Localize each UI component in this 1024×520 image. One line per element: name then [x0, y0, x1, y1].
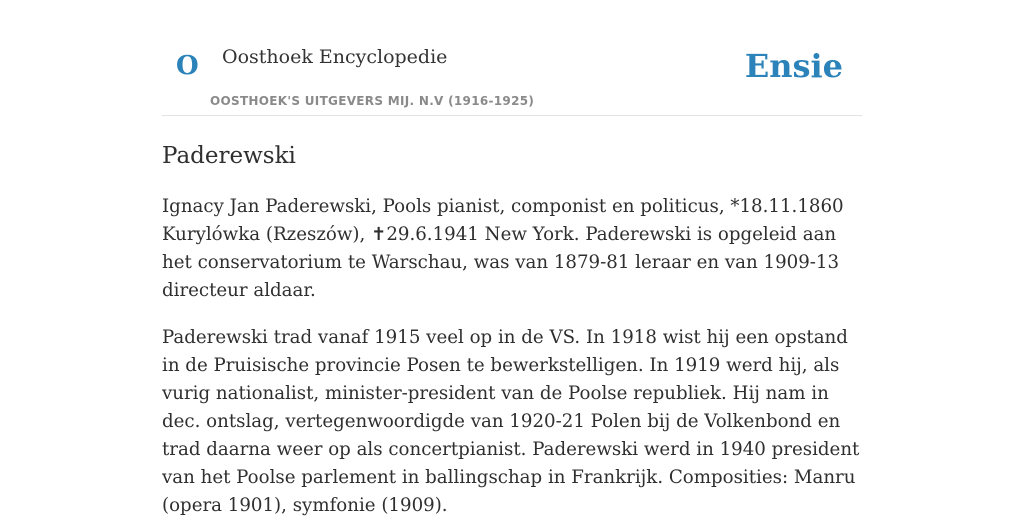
page-title: Paderewski [162, 143, 296, 169]
article-paragraph-1: Ignacy Jan Paderewski, Pools pianist, componist en politicus, *18.11.1860 Kurylówka (Rzeszów), ✝29.6.1941 New York. Paderewski is opgeleid aan het conservatorium te Warschau, was van 1879-81 leraar en van 1909-13 directeur aldaar. [162, 196, 844, 301]
logo-icon[interactable]: O [176, 51, 199, 81]
brand-logo[interactable]: Ensie [744, 47, 843, 85]
article-paragraph-2: Paderewski trad vanaf 1915 veel op in de VS. In 1918 wist hij een opstand in de Pruisische provincie Posen te bewerkstelligen. In 1919 werd hij, als vurig nationalist, minister-president van de Poolse republiek. Hij nam in dec. ontslag, vertegenwoordigde van 1920-21 Polen bij de Volkenbond en trad daarna weer op als concertpianist. Paderewski werd in 1940 president van het Poolse parlement in ballingschap in Frankrijk. Composities: Manru (opera 1901), symfonie (1909). [162, 327, 860, 516]
article-card [162, 0, 862, 520]
publisher-subtitle: OOSTHOEK'S UITGEVERS MIJ. N.V (1916-1925) [210, 94, 535, 108]
site-title[interactable]: Oosthoek Encyclopedie [222, 46, 448, 68]
header [162, 0, 862, 116]
